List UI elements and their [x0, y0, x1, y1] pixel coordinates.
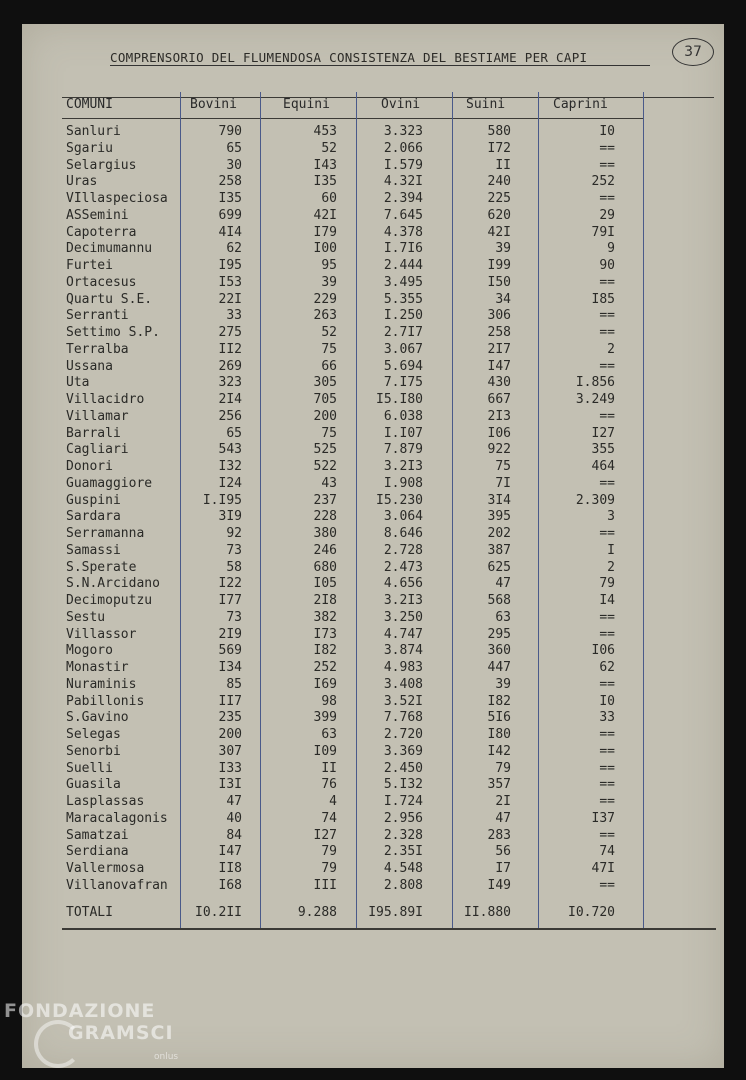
table-cell-comune: Uta [66, 375, 90, 391]
table-cell-value: 228 [313, 509, 337, 525]
table-cell-value: 263 [313, 308, 337, 324]
table-cell-value: I49 [487, 877, 511, 893]
table-cell-value: 42I [487, 224, 511, 240]
table-cell-comune: Suelli [66, 760, 113, 776]
table-cell-value: I42 [487, 743, 511, 759]
table-cell-value: 2I8 [313, 593, 337, 608]
table-cell-comune: S.Sperate [66, 559, 137, 575]
table-cell-value: I27 [313, 827, 337, 843]
table-cell-value: I50 [487, 274, 511, 290]
table-cell-comune: Guamaggiore [66, 475, 153, 491]
totals-value: 9.288 [297, 905, 337, 920]
table-cell-value: == [599, 727, 615, 742]
table-cell-value: 52 [321, 140, 337, 156]
table-cell-value: 4 [329, 794, 337, 809]
table-cell-value: 65 [226, 140, 242, 156]
table-cell-value: I72 [487, 140, 511, 156]
totals-value: I95.89I [368, 905, 423, 920]
table-cell-value: 667 [487, 392, 511, 407]
table-cell-value: 2.309 [575, 492, 615, 508]
title-underline [110, 65, 650, 66]
table-cell-value: 522 [313, 459, 337, 474]
table-cell-value: I77 [218, 593, 242, 608]
table-cell-value: II2 [218, 341, 242, 357]
table-cell-value: 75 [321, 341, 337, 357]
table-cell-value: 75 [495, 459, 511, 474]
table-cell-value: 42I [313, 207, 337, 223]
table-cell-value: 306 [487, 308, 511, 324]
table-cell-value: I.7I6 [383, 241, 423, 257]
column-divider [643, 92, 644, 928]
table-cell-value: 47 [495, 576, 511, 592]
table-cell-value: 5.694 [383, 358, 423, 374]
table-cell-comune: Monastir [66, 660, 129, 675]
fondazione-gramsci-logo [4, 1000, 184, 1075]
table-cell-value: 4I4 [218, 224, 242, 240]
table-cell-value: I82 [313, 643, 337, 659]
table-cell-value: 2I7 [487, 341, 511, 357]
table-cell-value: 453 [313, 124, 337, 139]
table-cell-value: 580 [487, 124, 511, 139]
table-cell-value: 2I9 [218, 626, 242, 642]
table-cell-value: 3.2I3 [383, 593, 423, 608]
table-cell-comune: Decimumannu [66, 241, 153, 257]
table-cell-comune: Vallermosa [66, 861, 145, 876]
table-cell-value: 256 [218, 408, 242, 424]
table-cell-value: 235 [218, 710, 242, 726]
table-cell-comune: Villassor [66, 626, 137, 642]
table-cell-value: 74 [321, 810, 337, 826]
table-cell-value: I82 [487, 693, 511, 709]
table-cell-value: I80 [487, 727, 511, 742]
table-cell-value: 3.369 [383, 743, 423, 759]
table-cell-value: 79 [495, 760, 511, 776]
table-cell-value: I79 [313, 224, 337, 240]
table-cell-value: I0 [599, 693, 615, 709]
table-cell-value: 63 [495, 609, 511, 625]
table-cell-value: == [599, 626, 615, 642]
header-rule [62, 118, 644, 119]
table-cell-comune: Guasila [66, 777, 121, 793]
table-cell-value: I35 [218, 191, 242, 206]
table-cell-value: 6.038 [383, 408, 423, 424]
table-cell-value: 3.408 [383, 676, 423, 692]
page-number: 37 [672, 38, 714, 66]
table-cell-value: 705 [313, 392, 337, 407]
table-cell-comune: Guspini [66, 492, 121, 508]
table-cell-value: 3I9 [218, 509, 242, 525]
table-cell-value: II7 [218, 693, 242, 709]
table-cell-value: 4.656 [383, 576, 423, 592]
table-cell-comune: Mogoro [66, 643, 113, 659]
table-cell-value: 33 [599, 710, 615, 726]
table-cell-value: 52 [321, 325, 337, 340]
table-cell-value: == [599, 408, 615, 424]
table-cell-value: I24 [218, 475, 242, 491]
table-cell-value: == [599, 358, 615, 374]
table-cell-value: == [599, 877, 615, 893]
table-cell-value: 47 [495, 810, 511, 826]
table-cell-comune: Barrali [66, 425, 121, 441]
table-cell-value: I7 [495, 861, 511, 876]
table-cell-comune: Maracalagonis [66, 810, 168, 826]
table-cell-value: I33 [218, 760, 242, 776]
table-cell-comune: ASSemini [66, 207, 129, 223]
table-cell-value: == [599, 609, 615, 625]
table-cell-value: 5I6 [487, 710, 511, 726]
table-cell-value: == [599, 743, 615, 759]
table-cell-value: 4.378 [383, 224, 423, 240]
table-cell-value: 98 [321, 693, 337, 709]
table-cell-comune: Selegas [66, 727, 121, 742]
table-cell-comune: Quartu S.E. [66, 291, 153, 307]
table-cell-value: == [599, 274, 615, 290]
table-cell-value: 3.249 [575, 392, 615, 407]
table-cell-comune: Senorbi [66, 743, 121, 759]
totals-value: II.880 [464, 905, 511, 920]
table-cell-value: 258 [218, 174, 242, 190]
table-cell-value: I0 [599, 124, 615, 139]
totals-value: I0.720 [568, 905, 615, 920]
table-cell-value: 2I4 [218, 392, 242, 407]
table-cell-value: 4.548 [383, 861, 423, 876]
table-cell-value: 200 [313, 408, 337, 424]
table-cell-value: 252 [313, 660, 337, 675]
table-cell-value: 5.I32 [383, 777, 423, 793]
table-cell-value: 355 [591, 442, 615, 458]
table-cell-value: 2.328 [383, 827, 423, 843]
table-cell-value: I37 [591, 810, 615, 826]
table-cell-value: 323 [218, 375, 242, 391]
table-cell-value: 40 [226, 810, 242, 826]
table-cell-comune: Serramanna [66, 526, 145, 541]
table-cell-value: 73 [226, 542, 242, 558]
table-cell-value: 3.52I [383, 693, 423, 709]
table-cell-value: 2.7I7 [383, 325, 423, 340]
table-cell-value: I5.230 [376, 492, 423, 508]
table-cell-value: 240 [487, 174, 511, 190]
table-cell-value: I06 [487, 425, 511, 441]
table-cell-value: I22 [218, 576, 242, 592]
table-cell-value: == [599, 325, 615, 340]
table-cell-comune: Sardara [66, 509, 121, 525]
table-cell-value: I06 [591, 643, 615, 659]
table-cell-comune: Capoterra [66, 224, 137, 240]
table-cell-value: I.908 [383, 475, 423, 491]
totals-rule [62, 928, 716, 930]
table-cell-value: 395 [487, 509, 511, 525]
table-cell-value: II [495, 157, 511, 173]
table-cell-value: 65 [226, 425, 242, 441]
table-cell-value: I95 [218, 258, 242, 273]
table-cell-value: 790 [218, 124, 242, 139]
table-cell-value: I34 [218, 660, 242, 675]
table-cell-value: 47I [591, 861, 615, 876]
table-cell-value: 3.067 [383, 341, 423, 357]
table-cell-value: 63 [321, 727, 337, 742]
table-cell-comune: Villamar [66, 408, 129, 424]
table-cell-value: II8 [218, 861, 242, 876]
table-cell-value: I85 [591, 291, 615, 307]
table-cell-value: I.579 [383, 157, 423, 173]
table-cell-value: 60 [321, 191, 337, 206]
table-cell-value: 43 [321, 475, 337, 491]
table-cell-comune: S.N.Arcidano [66, 576, 160, 592]
table-cell-value: I73 [313, 626, 337, 642]
table-cell-value: I47 [487, 358, 511, 374]
table-cell-value: == [599, 157, 615, 173]
table-cell-comune: Sanluri [66, 124, 121, 139]
table-cell-comune: Selargius [66, 157, 137, 173]
table-cell-value: 56 [495, 844, 511, 860]
table-cell-comune: VIllaspeciosa [66, 191, 168, 206]
table-cell-value: 84 [226, 827, 242, 843]
table-cell-value: I3I [218, 777, 242, 793]
table-cell-value: 2.956 [383, 810, 423, 826]
table-cell-value: I [607, 542, 615, 558]
table-cell-value: 79 [599, 576, 615, 592]
table-cell-value: 3 [607, 509, 615, 525]
table-cell-value: 75 [321, 425, 337, 441]
table-cell-value: 39 [495, 241, 511, 257]
table-cell-value: I4 [599, 593, 615, 608]
table-cell-value: I05 [313, 576, 337, 592]
logo-line-1: FONDAZIONE [4, 1000, 156, 1022]
table-cell-value: 3.323 [383, 124, 423, 139]
table-cell-value: 76 [321, 777, 337, 793]
table-cell-value: I.I07 [383, 425, 423, 441]
table-cell-value: II [321, 760, 337, 776]
table-cell-value: 73 [226, 609, 242, 625]
table-cell-value: 34 [495, 291, 511, 307]
table-cell-value: 7.879 [383, 442, 423, 458]
table-cell-value: 430 [487, 375, 511, 391]
table-cell-value: 74 [599, 844, 615, 860]
table-cell-value: 4.747 [383, 626, 423, 642]
table-cell-value: 2 [607, 341, 615, 357]
table-cell-comune: Furtei [66, 258, 113, 273]
table-cell-value: 620 [487, 207, 511, 223]
table-cell-value: == [599, 827, 615, 843]
table-cell-value: 447 [487, 660, 511, 675]
table-cell-comune: Settimo S.P. [66, 325, 160, 340]
table-cell-value: == [599, 760, 615, 776]
table-cell-comune: Villanovafran [66, 877, 168, 893]
table-cell-comune: Ussana [66, 358, 113, 374]
table-cell-value: 3.2I3 [383, 459, 423, 474]
table-cell-value: 357 [487, 777, 511, 793]
table-cell-value: == [599, 191, 615, 206]
table-cell-value: 66 [321, 358, 337, 374]
table-cell-value: 7.768 [383, 710, 423, 726]
table-cell-value: 2.444 [383, 258, 423, 273]
table-cell-value: I35 [313, 174, 337, 190]
table-cell-value: 464 [591, 459, 615, 474]
table-cell-comune: Donori [66, 459, 113, 474]
table-cell-value: 2.808 [383, 877, 423, 893]
table-cell-value: 79 [321, 861, 337, 876]
table-cell-value: 90 [599, 258, 615, 273]
table-cell-value: 62 [226, 241, 242, 257]
table-cell-value: 200 [218, 727, 242, 742]
column-header: Equini [283, 97, 330, 112]
table-cell-value: 39 [495, 676, 511, 692]
table-cell-value: 307 [218, 743, 242, 759]
table-cell-comune: Samassi [66, 542, 121, 558]
table-cell-comune: Decimoputzu [66, 593, 153, 608]
table-cell-value: 85 [226, 676, 242, 692]
table-cell-value: 8.646 [383, 526, 423, 541]
table-cell-value: 7.I75 [383, 375, 423, 391]
table-cell-value: 380 [313, 526, 337, 541]
table-cell-value: 47 [226, 794, 242, 809]
table-cell-value: 92 [226, 526, 242, 541]
table-cell-value: 252 [591, 174, 615, 190]
table-cell-value: 269 [218, 358, 242, 374]
table-cell-value: 2.450 [383, 760, 423, 776]
table-cell-value: 2.720 [383, 727, 423, 742]
table-cell-comune: Uras [66, 174, 98, 190]
table-cell-value: I43 [313, 157, 337, 173]
table-cell-value: 22I [218, 291, 242, 307]
table-cell-value: I99 [487, 258, 511, 273]
table-cell-value: 680 [313, 559, 337, 575]
table-cell-value: I27 [591, 425, 615, 441]
table-cell-value: 246 [313, 542, 337, 558]
table-cell-value: == [599, 777, 615, 793]
table-cell-value: 3.064 [383, 509, 423, 525]
table-cell-value: 5.355 [383, 291, 423, 307]
table-cell-value: 2.35I [383, 844, 423, 860]
table-cell-value: 360 [487, 643, 511, 659]
table-cell-value: 225 [487, 191, 511, 206]
table-cell-value: 237 [313, 492, 337, 508]
table-cell-value: 3.250 [383, 609, 423, 625]
table-cell-comune: Sgariu [66, 140, 113, 156]
table-cell-value: I.I95 [202, 492, 242, 508]
table-cell-value: 58 [226, 559, 242, 575]
table-cell-value: I69 [313, 676, 337, 692]
table-cell-value: I00 [313, 241, 337, 257]
table-cell-comune: Villacidro [66, 392, 145, 407]
table-cell-comune: Serranti [66, 308, 129, 324]
table-cell-value: 283 [487, 827, 511, 843]
table-cell-value: 3.874 [383, 643, 423, 659]
table-cell-value: 699 [218, 207, 242, 223]
table-cell-value: 2.066 [383, 140, 423, 156]
table-cell-value: I68 [218, 877, 242, 893]
table-cell-value: 9 [607, 241, 615, 257]
table-cell-value: 33 [226, 308, 242, 324]
table-cell-value: 399 [313, 710, 337, 726]
table-cell-comune: Sestu [66, 609, 106, 625]
column-header: Ovini [381, 97, 421, 112]
totals-label: TOTALI [66, 905, 113, 920]
table-cell-value: 4.983 [383, 660, 423, 675]
table-cell-value: I.724 [383, 794, 423, 809]
table-cell-value: 275 [218, 325, 242, 340]
table-cell-value: 295 [487, 626, 511, 642]
table-cell-comune: Cagliari [66, 442, 129, 458]
table-cell-value: 3.495 [383, 274, 423, 290]
table-cell-value: 229 [313, 291, 337, 307]
table-cell-value: == [599, 794, 615, 809]
logo-line-2: GRAMSCI [68, 1022, 174, 1044]
table-cell-value: == [599, 676, 615, 692]
table-cell-value: I5.I80 [376, 392, 423, 407]
table-cell-value: == [599, 475, 615, 491]
table-cell-comune: S.Gavino [66, 710, 129, 726]
table-cell-value: 29 [599, 207, 615, 223]
table-cell-value: I.856 [575, 375, 615, 391]
table-cell-value: 922 [487, 442, 511, 458]
table-cell-comune: Pabillonis [66, 693, 145, 709]
table-cell-value: 4.32I [383, 174, 423, 190]
logo-line-3: onlus [154, 1052, 179, 1062]
table-cell-value: 3I4 [487, 492, 511, 508]
table-cell-value: == [599, 526, 615, 541]
table-cell-value: 2.473 [383, 559, 423, 575]
table-cell-value: 2.394 [383, 191, 423, 206]
column-header: Caprini [553, 97, 608, 112]
table-cell-comune: Nuraminis [66, 676, 137, 692]
table-cell-value: 202 [487, 526, 511, 541]
totals-value: I0.2II [195, 905, 242, 920]
column-header: COMUNI [66, 97, 113, 112]
table-cell-value: 569 [218, 643, 242, 659]
table-cell-value: 525 [313, 442, 337, 458]
table-cell-value: == [599, 140, 615, 156]
table-cell-value: I53 [218, 274, 242, 290]
column-header: Bovini [190, 97, 237, 112]
table-cell-value: 62 [599, 660, 615, 675]
table-cell-value: 95 [321, 258, 337, 273]
table-cell-value: 30 [226, 157, 242, 173]
table-cell-value: 258 [487, 325, 511, 340]
table-cell-value: 39 [321, 274, 337, 290]
table-cell-comune: Terralba [66, 341, 129, 357]
table-cell-value: 7I [495, 475, 511, 491]
document-title: COMPRENSORIO DEL FLUMENDOSA CONSISTENZA DEL BESTIAME PER CAPI [110, 50, 588, 65]
table-cell-value: 2I3 [487, 408, 511, 424]
column-header: Suini [466, 97, 506, 112]
table-cell-value: 79 [321, 844, 337, 860]
table-cell-comune: Serdiana [66, 844, 129, 860]
table-cell-value: == [599, 308, 615, 324]
table-cell-comune: Lasplassas [66, 794, 145, 809]
table-cell-value: 382 [313, 609, 337, 625]
table-cell-value: 543 [218, 442, 242, 458]
table-cell-value: 305 [313, 375, 337, 391]
table-cell-value: 79I [591, 224, 615, 240]
table-cell-value: 2I [495, 794, 511, 809]
table-cell-value: I32 [218, 459, 242, 474]
table-cell-value: 2 [607, 559, 615, 575]
table-cell-comune: Ortacesus [66, 274, 137, 290]
table-cell-value: I47 [218, 844, 242, 860]
table-cell-value: I.250 [383, 308, 423, 324]
table-cell-value: 7.645 [383, 207, 423, 223]
table-cell-value: I09 [313, 743, 337, 759]
table-cell-value: 568 [487, 593, 511, 608]
table-cell-value: 387 [487, 542, 511, 558]
table-cell-value: III [313, 877, 337, 893]
table-cell-comune: Samatzai [66, 827, 129, 843]
table-cell-value: 625 [487, 559, 511, 575]
table-cell-value: 2.728 [383, 542, 423, 558]
